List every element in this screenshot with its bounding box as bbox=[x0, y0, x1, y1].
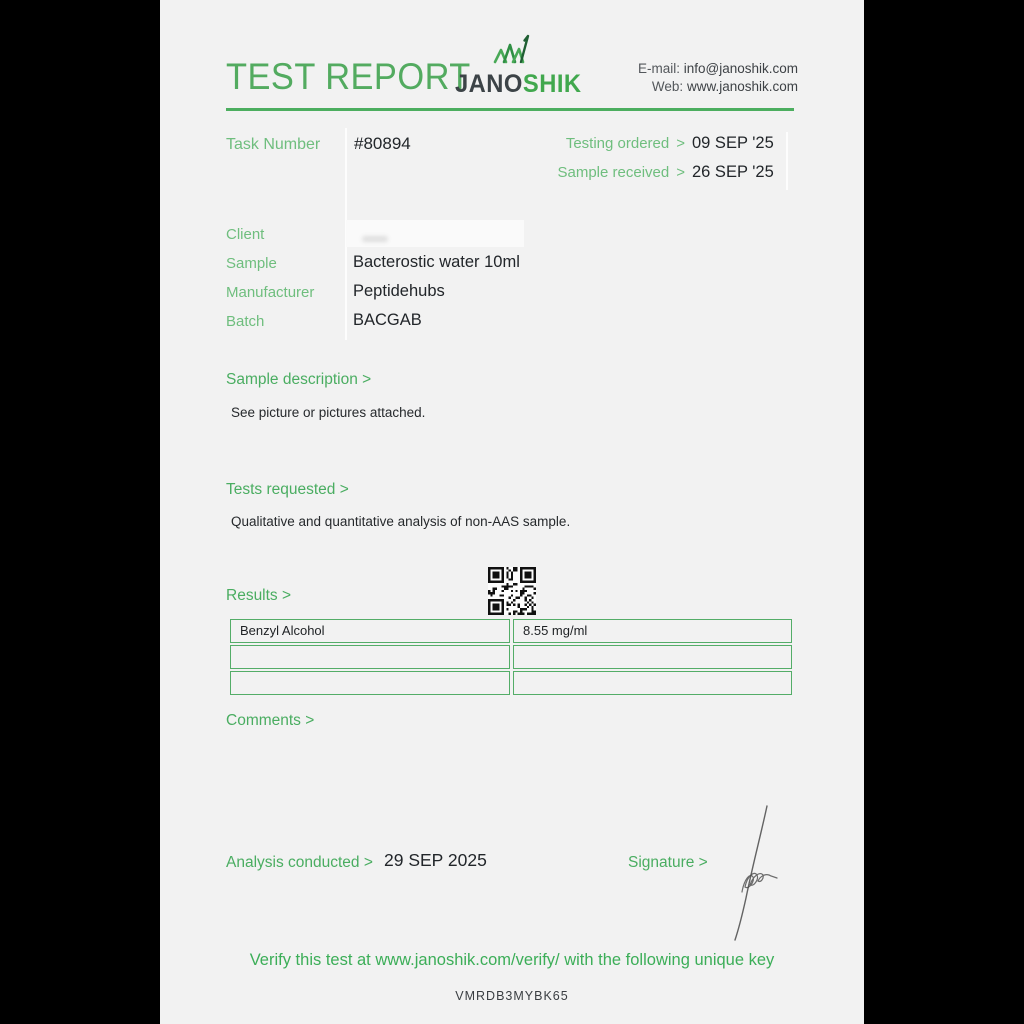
task-number-label: Task Number bbox=[226, 136, 321, 153]
batch-value: BACGAB bbox=[353, 311, 422, 329]
chevron-right-glyph: > bbox=[676, 135, 685, 152]
result-analyte-cell: Benzyl Alcohol bbox=[230, 619, 510, 643]
result-analyte-cell bbox=[230, 671, 510, 695]
sample-received-row bbox=[552, 163, 784, 182]
brand-wordmark bbox=[455, 70, 582, 99]
bar-chart-trend-icon bbox=[492, 28, 532, 68]
template-separator-line bbox=[786, 132, 788, 190]
verify-instruction: Verify this test at www.janoshik.com/verify/ with the following unique key bbox=[249, 951, 775, 969]
page-title: TEST REPORT bbox=[226, 56, 471, 97]
result-value-cell bbox=[513, 645, 792, 669]
sample-description-heading: Sample description > bbox=[226, 371, 372, 388]
signature-scribble-icon bbox=[715, 800, 805, 945]
analysis-conducted-label: Analysis conducted > bbox=[226, 854, 373, 871]
contact-email-line bbox=[590, 60, 798, 78]
testing-ordered-date: 09 SEP '25 bbox=[692, 134, 774, 152]
result-analyte-cell bbox=[230, 645, 510, 669]
tests-requested-body: Qualitative and quantitative analysis of non-AAS sample. bbox=[231, 514, 571, 529]
client-redaction-box bbox=[346, 220, 524, 247]
tests-requested-heading: Tests requested > bbox=[226, 481, 349, 498]
brand-wordmark-green: SHIK bbox=[522, 70, 582, 98]
sample-value: Bacterostic water 10ml bbox=[353, 253, 520, 271]
redaction-smudge bbox=[362, 236, 388, 242]
result-value-cell bbox=[513, 671, 792, 695]
email-value: info@janoshik.com bbox=[683, 61, 798, 76]
results-table bbox=[230, 619, 792, 695]
client-label: Client bbox=[226, 226, 265, 243]
unique-key: VMRDB3MYBK65 bbox=[455, 989, 569, 1003]
sample-received-label: Sample received bbox=[557, 164, 670, 181]
batch-label: Batch bbox=[226, 313, 265, 330]
chevron-right-glyph: > bbox=[676, 164, 685, 181]
test-report-page bbox=[160, 0, 864, 1024]
signature-label: Signature > bbox=[628, 854, 708, 871]
testing-ordered-label: Testing ordered bbox=[565, 135, 670, 152]
header-divider bbox=[226, 108, 794, 111]
email-label: E-mail: bbox=[637, 61, 680, 76]
sample-received-date: 26 SEP '25 bbox=[692, 163, 774, 181]
task-number-value: #80894 bbox=[354, 134, 411, 153]
result-value-cell: 8.55 mg/ml bbox=[513, 619, 792, 643]
contact-web-line bbox=[590, 78, 798, 96]
sample-description-body: See picture or pictures attached. bbox=[231, 405, 426, 420]
brand-wordmark-dark: JANO bbox=[455, 70, 523, 98]
sample-label: Sample bbox=[226, 255, 277, 272]
manufacturer-label: Manufacturer bbox=[226, 284, 315, 301]
web-label: Web: bbox=[651, 79, 684, 94]
manufacturer-value: Peptidehubs bbox=[353, 282, 445, 300]
comments-heading: Comments > bbox=[226, 712, 315, 729]
analysis-conducted-date: 29 SEP 2025 bbox=[384, 850, 487, 870]
web-value: www.janoshik.com bbox=[686, 79, 798, 94]
testing-ordered-row bbox=[552, 134, 784, 153]
janoshik-logo bbox=[452, 28, 582, 99]
contact-block bbox=[590, 60, 798, 96]
qr-code-icon bbox=[488, 567, 536, 615]
results-heading: Results > bbox=[226, 587, 292, 604]
